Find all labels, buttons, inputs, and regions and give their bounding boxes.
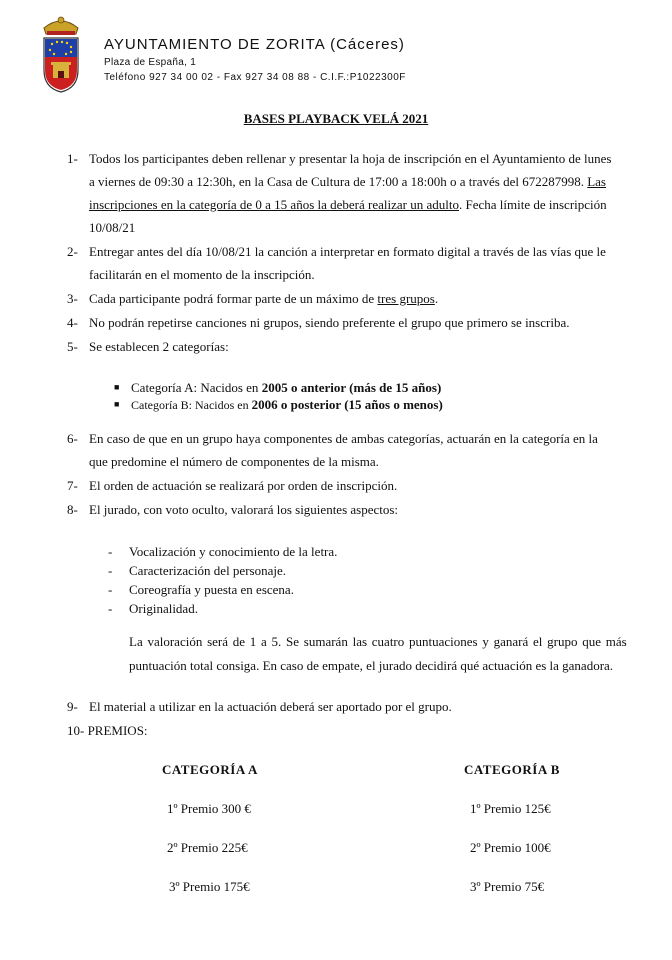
category-a-range: 2005 o anterior (más de 15 años): [261, 380, 442, 395]
rule-number: 2-: [67, 244, 78, 259]
rule-1-line-3: [89, 197, 607, 213]
rule-4-line: No podrán repetirse canciones ni grupos, siendo preferente el grupo que primero se inscriba.: [89, 315, 570, 330]
rule-1-underlined: Las: [587, 174, 606, 189]
dash-bullet: -: [108, 544, 113, 559]
rule-1-text: . Fecha límite de inscripción: [458, 197, 607, 212]
rule-3-text: .: [434, 291, 439, 306]
rule-2-line-2: facilitarán en el momento de la inscripción.: [89, 267, 315, 282]
square-bullet-icon: ■: [114, 399, 120, 409]
prize-a-third: 3º Premio 175€: [169, 879, 250, 894]
valoracion-line-2: puntuación total consiga. En caso de empate, el jurado decidirá qué actuación es la ganadora.: [129, 658, 614, 673]
rule-3-underlined: tres grupos: [377, 291, 435, 306]
prize-b-second: 2º Premio 100€: [470, 840, 551, 855]
rule-2-line-1: Entregar antes del día 10/08/21 la canción a interpretar en formato digital a través de las vías que le: [89, 244, 606, 259]
prize-b-first: 1º Premio 125€: [470, 801, 551, 816]
prize-category-b-title: CATEGORÍA B: [464, 762, 560, 777]
category-b-range: 2006 o posterior (15 años o menos): [251, 397, 443, 412]
organization-address: Plaza de España, 1: [104, 57, 197, 68]
rule-3-line: [89, 291, 438, 307]
rule-1-text: a viernes de 09:30 a 12:30h, en la Casa de Cultura de 17:00 a 18:00h o a través del 672287998.: [89, 174, 584, 189]
aspect-item: Coreografía y puesta en escena.: [129, 582, 294, 597]
rule-1-underlined: inscripciones en la categoría de 0 a 15 años la deberá realizar un adulto: [89, 197, 459, 212]
prize-b-third: 3º Premio 75€: [470, 879, 545, 894]
organization-name: AYUNTAMIENTO DE ZORITA (Cáceres): [104, 36, 405, 53]
rule-9-line: El material a utilizar en la actuación deberá ser aportado por el grupo.: [89, 699, 452, 714]
rule-1-line-1: Todos los participantes deben rellenar y presentar la hoja de inscripción en el Ayuntamiento de lunes: [89, 151, 612, 166]
aspect-item: Originalidad.: [129, 601, 198, 616]
rule-number: 3-: [67, 291, 78, 306]
category-a-item: [131, 380, 441, 396]
organization-phone: Teléfono 927 34 00 02 - Fax 927 34 08 88 - C.I.F.:P1022300F: [104, 72, 406, 83]
dash-bullet: -: [108, 582, 113, 597]
rule-8-line: El jurado, con voto oculto, valorará los siguientes aspectos:: [89, 502, 399, 517]
prize-a-second: 2º Premio 225€: [167, 840, 248, 855]
rule-1-line-2: [89, 174, 606, 190]
dash-bullet: -: [108, 601, 113, 616]
coat-of-arms-icon: [38, 14, 84, 94]
square-bullet-icon: ■: [114, 382, 120, 392]
category-b-item: [131, 397, 443, 413]
prize-category-a-title: CATEGORÍA A: [162, 762, 258, 777]
rule-7-line: El orden de actuación se realizará por orden de inscripción.: [89, 478, 398, 493]
valoracion-line-1: La valoración será de 1 a 5. Se sumarán las cuatro puntuaciones y ganará el grupo que más: [129, 634, 627, 649]
rule-6-line-2: que predomine el número de componentes de la misma.: [89, 454, 379, 469]
rule-number: 1-: [67, 151, 78, 166]
prize-a-first: 1º Premio 300 €: [167, 801, 251, 816]
dash-bullet: -: [108, 563, 113, 578]
rule-number: 6-: [67, 431, 78, 446]
rule-number: 5-: [67, 339, 78, 354]
rule-1-line-4: 10/08/21: [89, 220, 136, 235]
category-a-label: Categoría A: Nacidos en: [131, 380, 262, 395]
rule-number: 8-: [67, 502, 78, 517]
rule-6-line-1: En caso de que en un grupo haya componentes de ambas categorías, actuarán en la categoría en la: [89, 431, 598, 446]
category-b-label: Categoría B: Nacidos en: [131, 398, 252, 412]
document-title: BASES PLAYBACK VELÁ 2021: [243, 111, 429, 126]
aspect-item: Caracterización del personaje.: [129, 563, 286, 578]
rule-number: 7-: [67, 478, 78, 493]
rule-3-text: Cada participante podrá formar parte de un máximo de: [89, 291, 378, 306]
rule-number: 9-: [67, 699, 78, 714]
rule-number: 4-: [67, 315, 78, 330]
rule-10-heading: 10- PREMIOS:: [67, 723, 148, 738]
aspect-item: Vocalización y conocimiento de la letra.: [129, 544, 338, 559]
rule-5-line: Se establecen 2 categorías:: [89, 339, 229, 354]
